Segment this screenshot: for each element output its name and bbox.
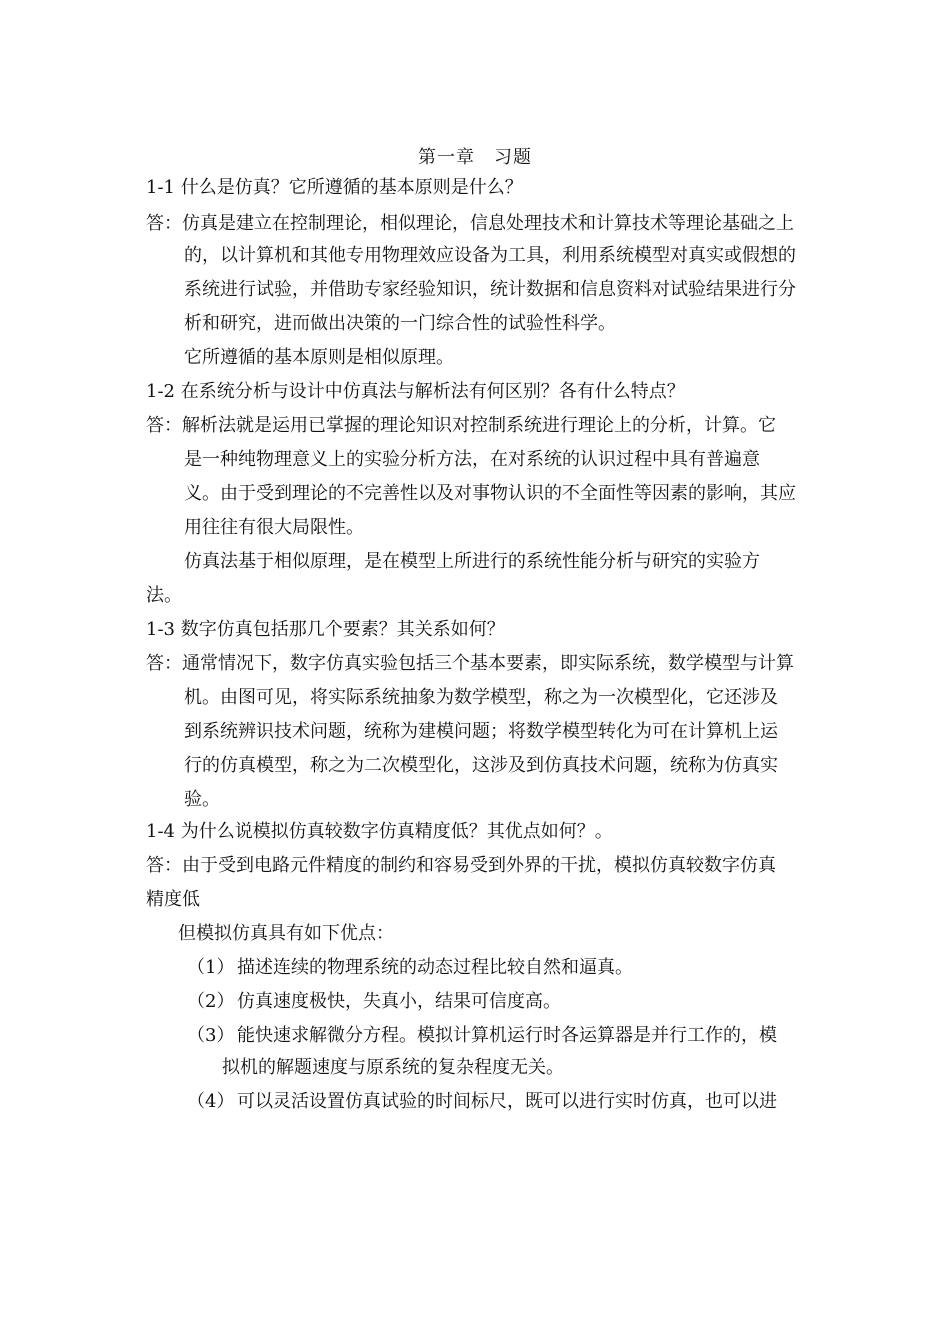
- answer-1-3-line-3: 到系统辨识技术问题，统称为建模问题；将数学模型转化为可在计算机上运: [184, 721, 778, 742]
- answer-1-3-line-1: 答：通常情况下，数字仿真实验包括三个基本要素，即实际系统，数学模型与计算: [146, 653, 794, 674]
- question-1-2: 1-2 在系统分析与设计中仿真法与解析法有何区别？各有什么特点？: [146, 381, 685, 402]
- answer-1-1-line-3: 系统进行试验，并借助专家经验知识，统计数据和信息资料对试验结果进行分: [184, 279, 796, 300]
- answer-1-4-line-3: 但模拟仿真具有如下优点：: [178, 923, 394, 944]
- list-item-3-continued: 拟机的解题速度与原系统的复杂程度无关。: [222, 1057, 564, 1078]
- answer-1-3-line-4: 行的仿真模型，称之为二次模型化，这涉及到仿真技术问题，统称为仿真实: [184, 755, 778, 776]
- question-1-3: 1-3 数字仿真包括那几个要素？其关系如何？: [146, 619, 505, 640]
- answer-1-3-line-2: 机。由图可见，将实际系统抽象为数学模型，称之为一次模型化，它还涉及: [184, 687, 778, 708]
- answer-1-1-line-4: 析和研究，进而做出决策的一门综合性的试验性科学。: [184, 313, 616, 334]
- list-item-1: 描述连续的物理系统的动态过程比较自然和逼真。: [237, 957, 633, 978]
- list-number-3: （3）: [187, 1025, 235, 1046]
- answer-1-4-line-2: 精度低: [146, 889, 200, 910]
- list-item-3: 能快速求解微分方程。模拟计算机运行时各运算器是并行工作的，模: [237, 1025, 777, 1046]
- chapter-title: 第一章 习题: [418, 147, 532, 168]
- answer-1-2-line-6: 法。: [146, 585, 182, 606]
- answer-1-1-line-5: 它所遵循的基本原则是相似原理。: [184, 347, 454, 368]
- list-item-4: 可以灵活设置仿真试验的时间标尺，既可以进行实时仿真，也可以进: [237, 1091, 777, 1112]
- answer-1-3-line-5: 验。: [184, 789, 220, 810]
- answer-1-2-line-1: 答：解析法就是运用已掌握的理论知识对控制系统进行理论上的分析，计算。它: [146, 415, 776, 436]
- list-number-4: （4）: [187, 1091, 235, 1112]
- answer-1-2-line-5: 仿真法基于相似原理，是在模型上所进行的系统性能分析与研究的实验方: [184, 551, 760, 572]
- answer-1-2-line-3: 义。由于受到理论的不完善性以及对事物认识的不全面性等因素的影响，其应: [184, 483, 796, 504]
- question-1-4: 1-4 为什么说模拟仿真较数字仿真精度低？其优点如何？。: [146, 821, 613, 842]
- list-number-1: （1）: [187, 957, 235, 978]
- answer-1-4-line-1: 答：由于受到电路元件精度的制约和容易受到外界的干扰，模拟仿真较数字仿真: [146, 855, 776, 876]
- question-1-1: 1-1 什么是仿真？它所遵循的基本原则是什么？: [146, 177, 523, 198]
- list-number-2: （2）: [187, 991, 235, 1012]
- answer-1-2-line-4: 用往往有很大局限性。: [184, 517, 364, 538]
- answer-1-1-line-2: 的，以计算机和其他专用物理效应设备为工具，利用系统模型对真实或假想的: [184, 245, 796, 266]
- answer-1-2-line-2: 是一种纯物理意义上的实验分析方法，在对系统的认识过程中具有普遍意: [184, 449, 760, 470]
- list-item-2: 仿真速度极快，失真小，结果可信度高。: [237, 991, 561, 1012]
- answer-1-1-line-1: 答：仿真是建立在控制理论，相似理论，信息处理技术和计算技术等理论基础之上: [146, 213, 794, 234]
